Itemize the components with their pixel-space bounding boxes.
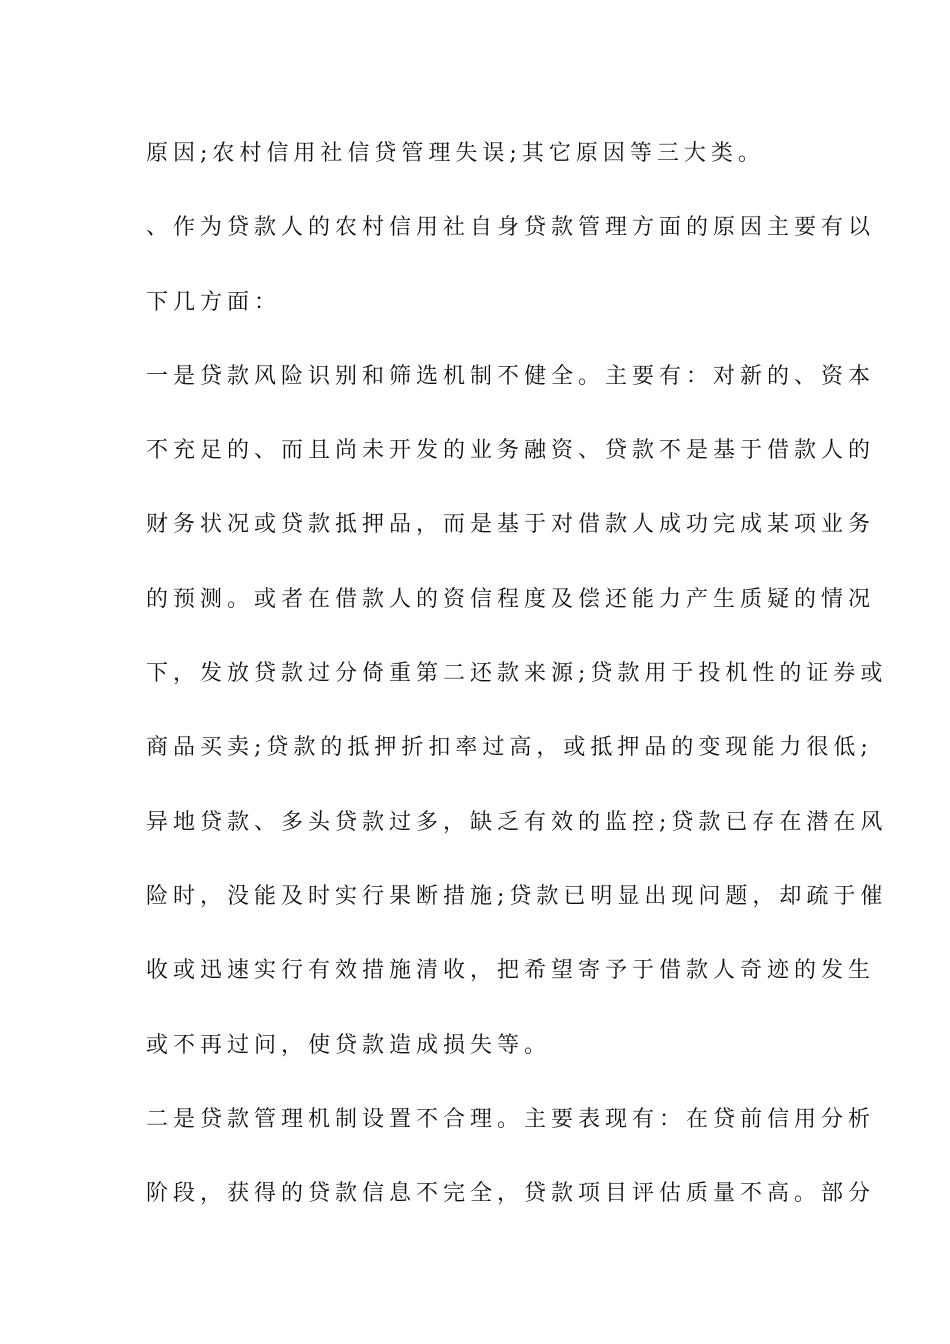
text-line: 收或迅速实行有效措施清收，把希望寄予于借款人奇迹的发生 [146, 958, 876, 984]
text-line: 原因;农村信用社信贷管理失误;其它原因等三大类。 [146, 141, 765, 166]
text-line: 一是贷款风险识别和筛选机制不健全。主要有：对新的、资本 [146, 363, 876, 389]
text-line: 不充足的、而且尚未开发的业务融资、贷款不是基于借款人的 [146, 438, 876, 464]
text-line: 二是贷款管理机制设置不合理。主要表现有：在贷前信用分析 [146, 1106, 876, 1132]
body-text [146, 126, 888, 1240]
text-line: 阶段，获得的贷款信息不完全，贷款项目评估质量不高。部分 [146, 1181, 876, 1207]
text-line: 异地贷款、多头贷款过多，缺乏有效的监控;贷款已存在潜在风 [146, 809, 888, 835]
text-line: 、作为贷款人的农村信用社自身贷款管理方面的原因主要有以 [146, 215, 876, 241]
text-line: 险时，没能及时实行果断措施;贷款已明显出现问题，却疏于催 [146, 883, 888, 909]
text-line: 下几方面： [146, 289, 282, 315]
text-line: 或不再过问，使贷款造成损失等。 [146, 1032, 552, 1058]
text-line: 的预测。或者在借款人的资信程度及偿还能力产生质疑的情况 [146, 586, 876, 612]
text-line: 财务状况或贷款抵押品，而是基于对借款人成功完成某项业务 [146, 512, 876, 538]
text-line: 商品买卖;贷款的抵押折扣率过高，或抵押品的变现能力很低; [146, 735, 873, 761]
text-line: 下，发放贷款过分倚重第二还款来源;贷款用于投机性的证券或 [146, 661, 888, 687]
